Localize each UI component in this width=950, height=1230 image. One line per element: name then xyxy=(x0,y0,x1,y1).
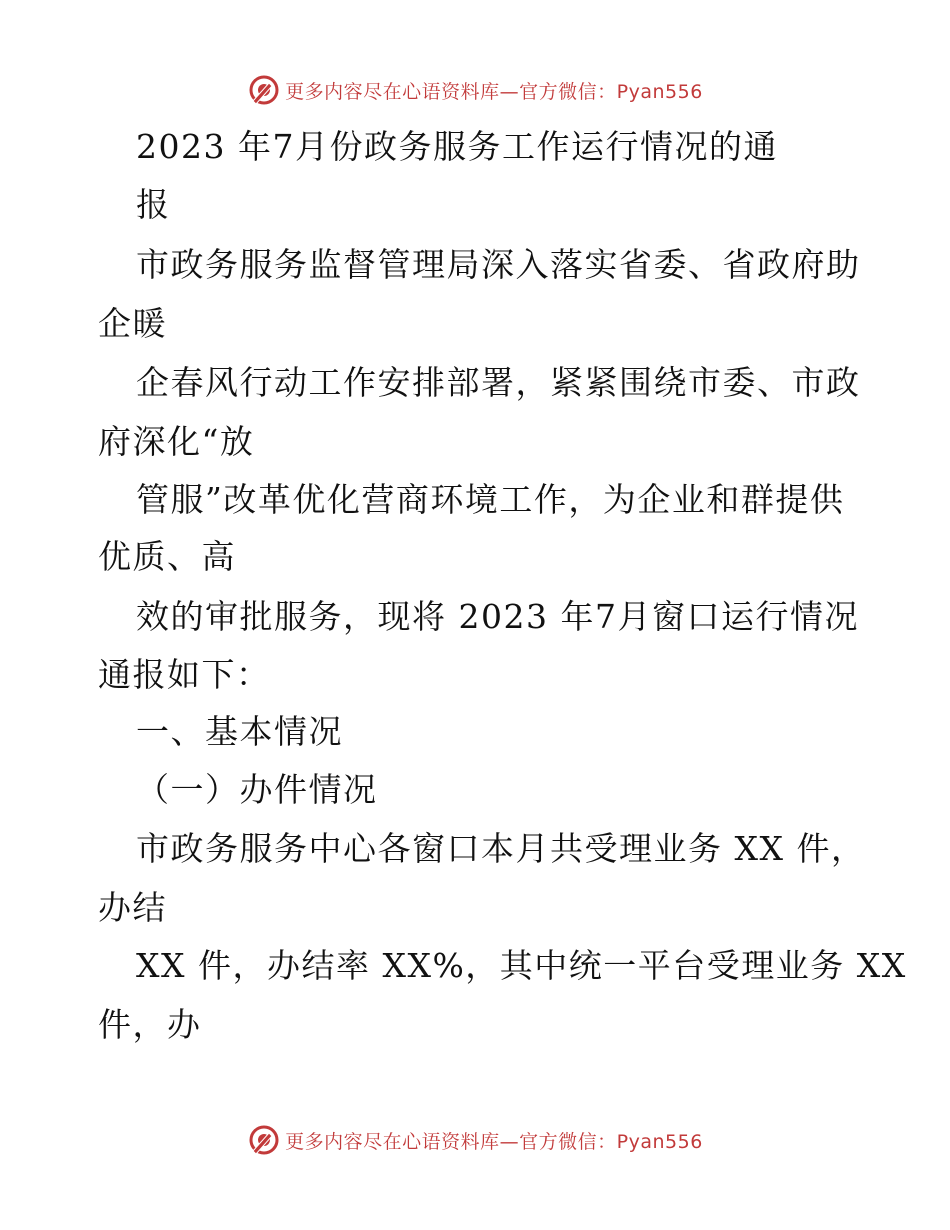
paragraph-line: 件，办 xyxy=(98,1005,202,1044)
footer-watermark xyxy=(0,1122,950,1158)
paragraph-line: XX 件，办结率 XX%，其中统一平台受理业务 XX xyxy=(136,946,907,985)
paragraph-line: 市政务服务监督管理局深入落实省委、省政府助 xyxy=(136,245,861,284)
paragraph-line: 企春风行动工作安排部署，紧紧围绕市委、市政 xyxy=(136,363,861,402)
paragraph-line: 市政务服务中心各窗口本月共受理业务 XX 件， xyxy=(136,829,866,868)
subsection-heading: （一）办件情况 xyxy=(136,770,378,809)
paragraph-line: 府深化“放 xyxy=(98,422,255,461)
pen-circle-logo-icon xyxy=(247,73,281,107)
pen-circle-logo-icon xyxy=(247,1123,281,1157)
paragraph-line: 效的审批服务，现将 2023 年7月窗口运行情况 xyxy=(136,597,859,636)
footer-watermark-text: 更多内容尽在心语资料库—官方微信：Pyan556 xyxy=(285,1130,703,1153)
paragraph-line: 管服”改革优化营商环境工作，为企业和群提供 xyxy=(136,480,845,519)
section-heading: 一、基本情况 xyxy=(136,712,343,751)
paragraph-line: 企暖 xyxy=(98,304,167,343)
header-watermark-text: 更多内容尽在心语资料库—官方微信：Pyan556 xyxy=(285,80,703,103)
paragraph-line: 优质、高 xyxy=(98,537,236,576)
title-line-2: 报 xyxy=(136,185,171,224)
header-watermark xyxy=(0,72,950,108)
paragraph-line: 通报如下： xyxy=(98,655,271,694)
paragraph-line: 办结 xyxy=(98,888,167,927)
title-line-1: 2023 年7月份政务服务工作运行情况的通 xyxy=(136,127,778,166)
